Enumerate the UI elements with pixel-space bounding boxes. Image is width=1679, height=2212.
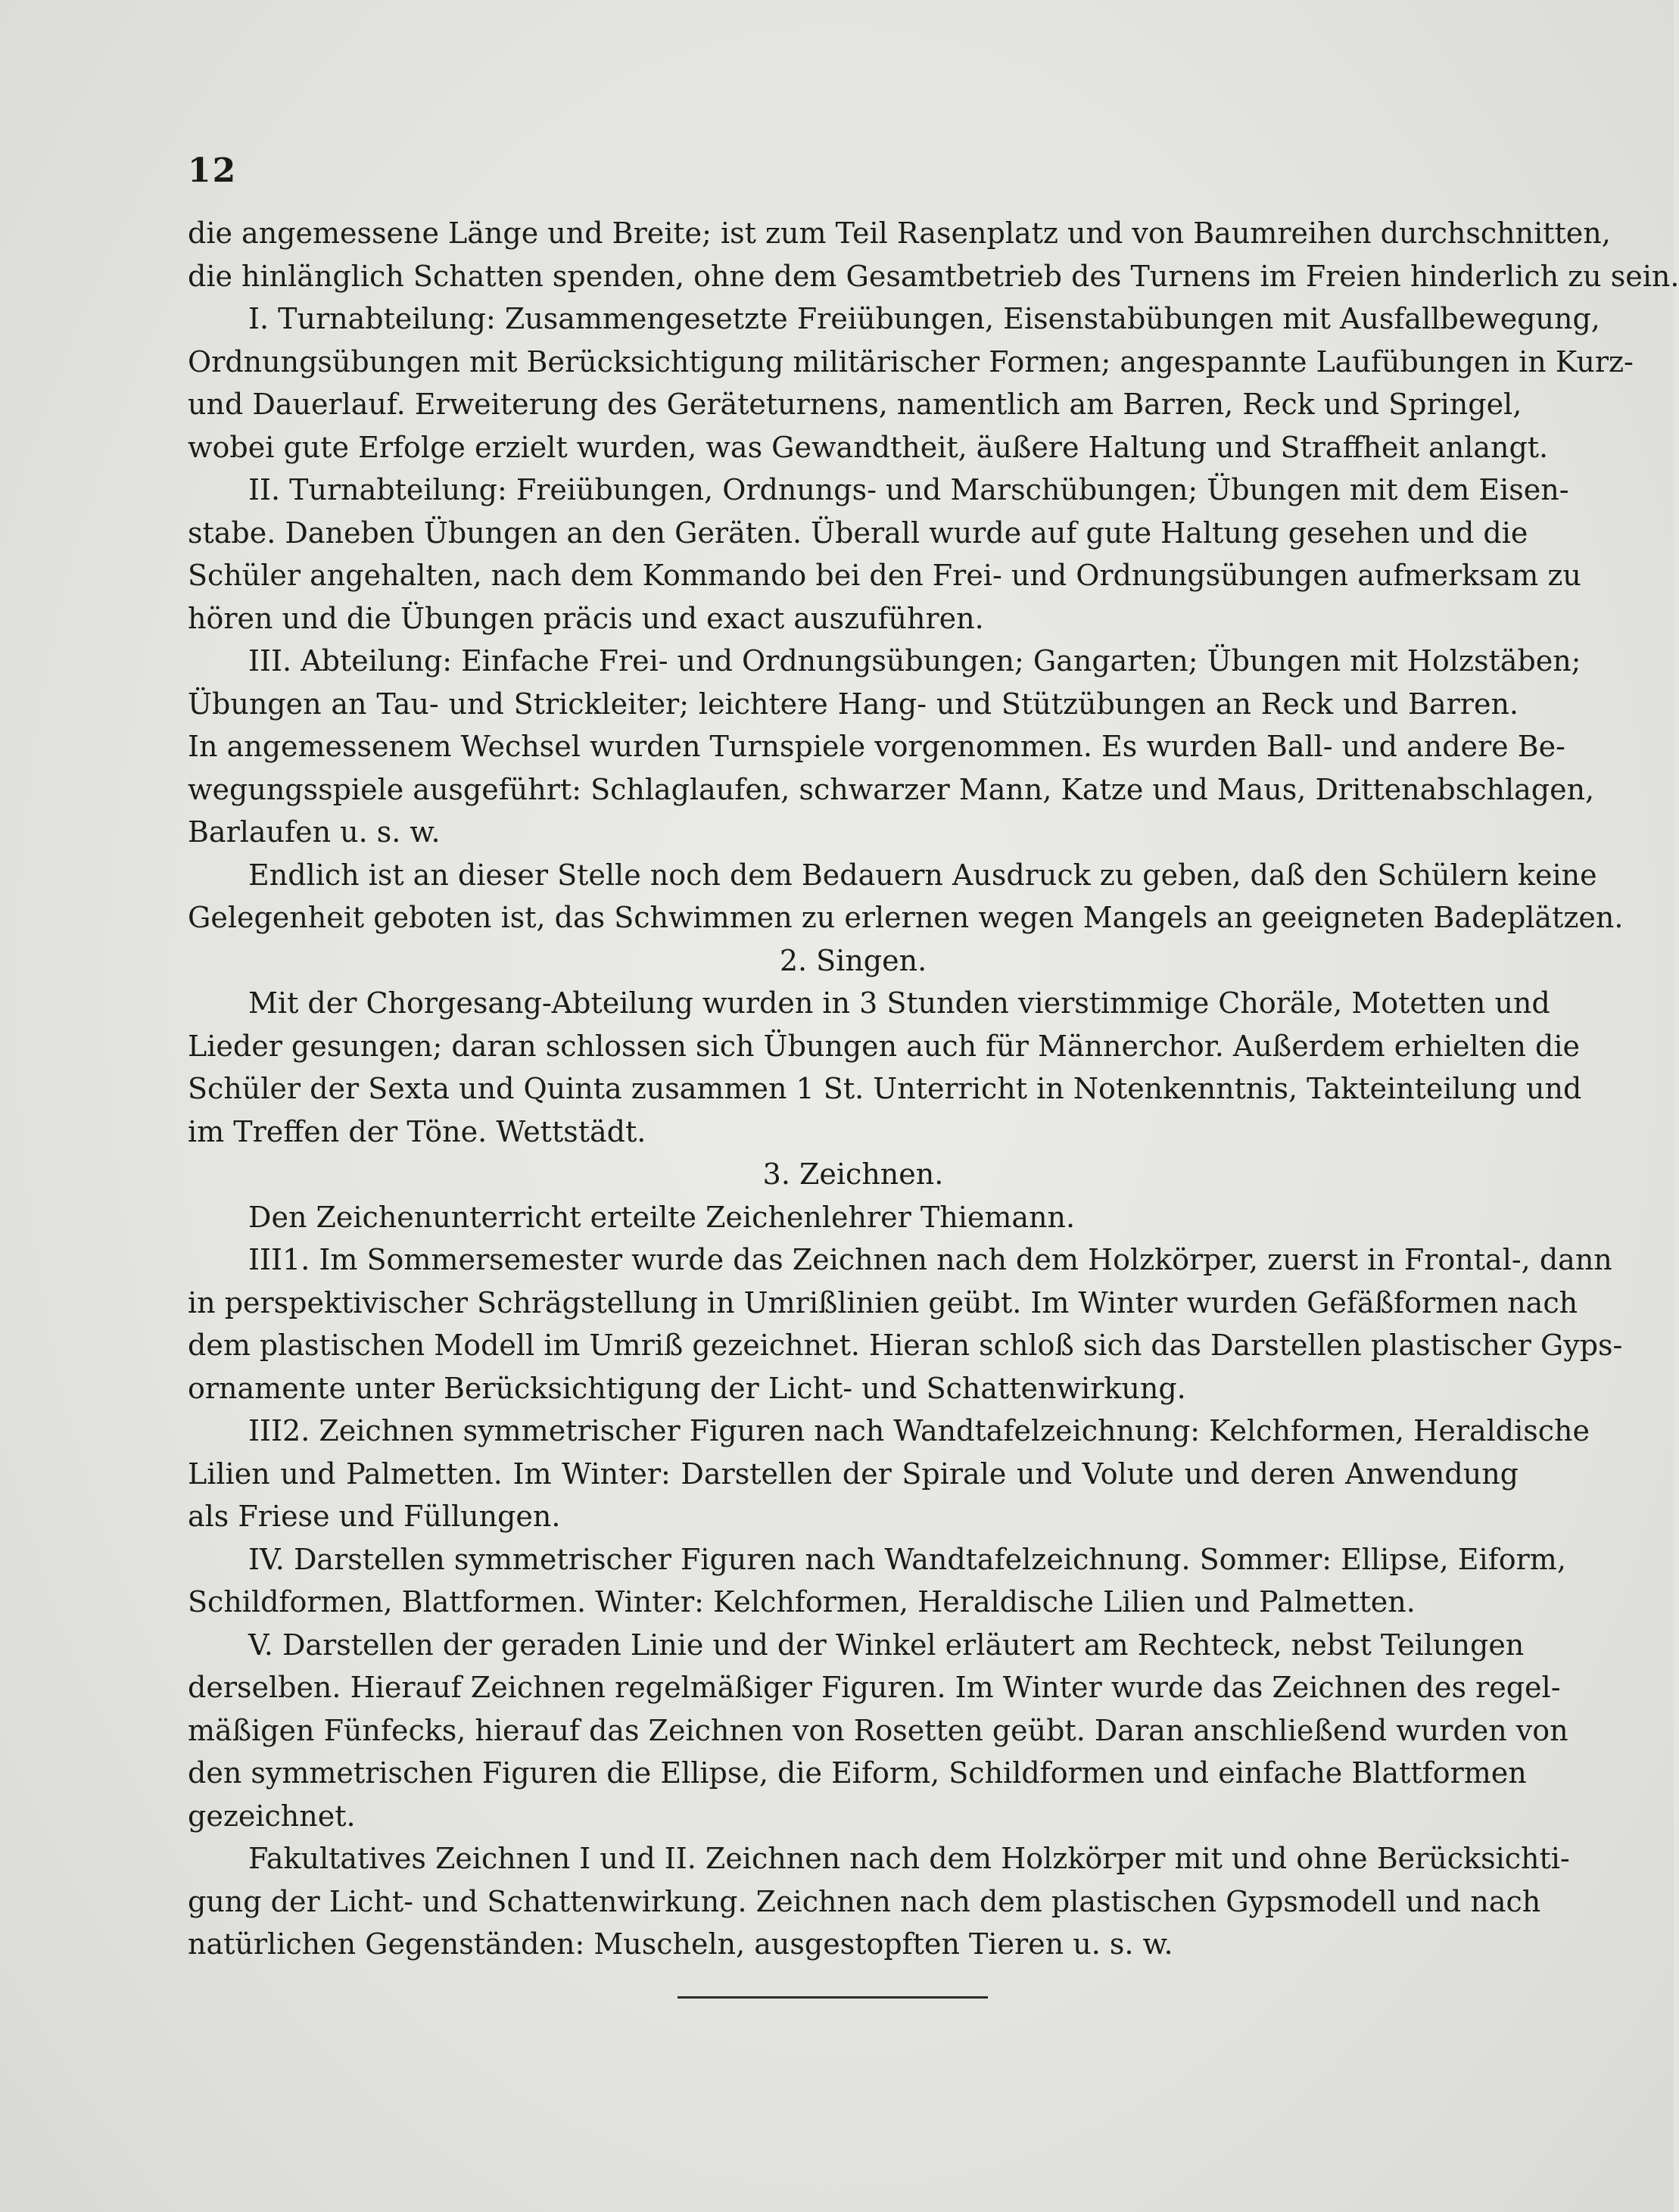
- text-line: als Friese und Füllungen.: [188, 1500, 561, 1533]
- text-line: Endlich ist an dieser Stelle noch dem Bedauern Ausdruck zu geben, daß den Schülern keine: [248, 858, 1597, 892]
- text-line: gung der Licht- und Schattenwirkung. Zeichnen nach dem plastischen Gypsmodell und nach: [188, 1884, 1541, 1918]
- text-line: gezeichnet.: [188, 1799, 356, 1833]
- text-line: III. Abteilung: Einfache Frei- und Ordnungsübungen; Gangarten; Übungen mit Holzstäben;: [248, 644, 1581, 678]
- text-line: Lilien und Palmetten. Im Winter: Darstellen der Spirale und Volute und deren Anwendung: [188, 1456, 1519, 1491]
- text-line: Schüler angehalten, nach dem Kommando bei den Frei- und Ordnungsübungen aufmerksam zu: [188, 559, 1581, 592]
- text-line: derselben. Hierauf Zeichnen regelmäßiger Figuren. Im Winter wurde das Zeichnen des regel-: [188, 1671, 1561, 1704]
- text-line: hören und die Übungen präcis und exact auszuführen.: [188, 601, 984, 635]
- text-line: im Treffen der Töne. Wettstädt.: [188, 1114, 646, 1148]
- text-line: den symmetrischen Figuren die Ellipse, die Eiform, Schildformen und einfache Blattformen: [188, 1756, 1527, 1790]
- text-line: stabe. Daneben Übungen an den Geräten. Überall wurde auf gute Haltung gesehen und die: [188, 516, 1528, 550]
- text-line: Fakultatives Zeichnen I und II. Zeichnen nach dem Holzkörper mit und ohne Berücksichti-: [248, 1842, 1570, 1875]
- body-text: [188, 212, 1679, 1966]
- section-heading: 3. Zeichnen.: [762, 1157, 944, 1191]
- text-line: und Dauerlauf. Erweiterung des Geräteturnens, namentlich am Barren, Reck und Springel,: [188, 388, 1522, 421]
- text-line: I. Turnabteilung: Zusammengesetzte Freiübungen, Eisenstabübungen mit Ausfallbewegung,: [248, 302, 1600, 335]
- text-line: dem plastischen Modell im Umriß gezeichnet. Hieran schloß sich das Darstellen plastischer Gyps-: [188, 1329, 1623, 1362]
- text-line: wegungsspiele ausgeführt: Schlaglaufen, schwarzer Mann, Katze und Maus, Drittenabschlagen,: [188, 772, 1595, 806]
- text-line: Mit der Chorgesang-Abteilung wurden in 3 Stunden vierstimmige Choräle, Motetten und: [248, 986, 1550, 1020]
- page-number: 12: [188, 151, 238, 190]
- section-heading: 2. Singen.: [779, 943, 927, 977]
- text-line: IV. Darstellen symmetrischer Figuren nach Wandtafelzeichnung. Sommer: Ellipse, Eiform,: [248, 1542, 1566, 1576]
- text-line: ornamente unter Berücksichtigung der Licht- und Schattenwirkung.: [188, 1371, 1186, 1405]
- closing-rule: [678, 1996, 988, 1999]
- text-line: Schüler der Sexta und Quinta zusammen 1 St. Unterricht in Notenkenntnis, Takteinteilung und: [188, 1072, 1582, 1105]
- text-line: Ordnungsübungen mit Berücksichtigung militärischer Formen; angespannte Laufübungen in Kurz-: [188, 344, 1634, 379]
- text-line: Lieder gesungen; daran schlossen sich Übungen auch für Männerchor. Außerdem erhielten die: [188, 1029, 1580, 1063]
- text-line: Den Zeichenunterricht erteilte Zeichenlehrer Thiemann.: [248, 1200, 1076, 1234]
- text-line: III2. Zeichnen symmetrischer Figuren nach Wandtafelzeichnung: Kelchformen, Heraldische: [248, 1414, 1590, 1447]
- text-line: In angemessenem Wechsel wurden Turnspiele vorgenommen. Es wurden Ball- und andere Be-: [188, 730, 1565, 763]
- text-line: in perspektivischer Schrägstellung in Umrißlinien geübt. Im Winter wurden Gefäßformen nach: [188, 1285, 1578, 1319]
- text-line: mäßigen Fünfecks, hierauf das Zeichnen von Rosetten geübt. Daran anschließend wurden von: [188, 1713, 1568, 1747]
- text-line: Schildformen, Blattformen. Winter: Kelchformen, Heraldische Lilien und Palmetten.: [188, 1585, 1416, 1618]
- text-line: Gelegenheit geboten ist, das Schwimmen zu erlernen wegen Mangels an geeigneten Badeplätzen.: [188, 901, 1624, 934]
- text-line: die hinlänglich Schatten spenden, ohne dem Gesamtbetrieb des Turnens im Freien hinderlich zu sein.: [188, 259, 1679, 293]
- text-line: Übungen an Tau- und Strickleiter; leichtere Hang- und Stützübungen an Reck und Barren.: [188, 687, 1519, 721]
- text-line: Barlaufen u. s. w.: [188, 815, 441, 849]
- text-line: II. Turnabteilung: Freiübungen, Ordnungs- und Marschübungen; Übungen mit dem Eisen-: [248, 473, 1569, 506]
- text-line: die angemessene Länge und Breite; ist zum Teil Rasenplatz und von Baumreihen durchschnitten,: [188, 217, 1611, 250]
- text-line: wobei gute Erfolge erzielt wurden, was Gewandtheit, äußere Haltung und Straffheit anlangt.: [188, 430, 1549, 464]
- text-line: V. Darstellen der geraden Linie und der Winkel erläutert am Rechteck, nebst Teilungen: [248, 1628, 1525, 1662]
- text-line: III1. Im Sommersemester wurde das Zeichnen nach dem Holzkörper, zuerst in Frontal-, dann: [248, 1243, 1612, 1276]
- text-line: natürlichen Gegenständen: Muscheln, ausgestopften Tieren u. s. w.: [188, 1927, 1173, 1961]
